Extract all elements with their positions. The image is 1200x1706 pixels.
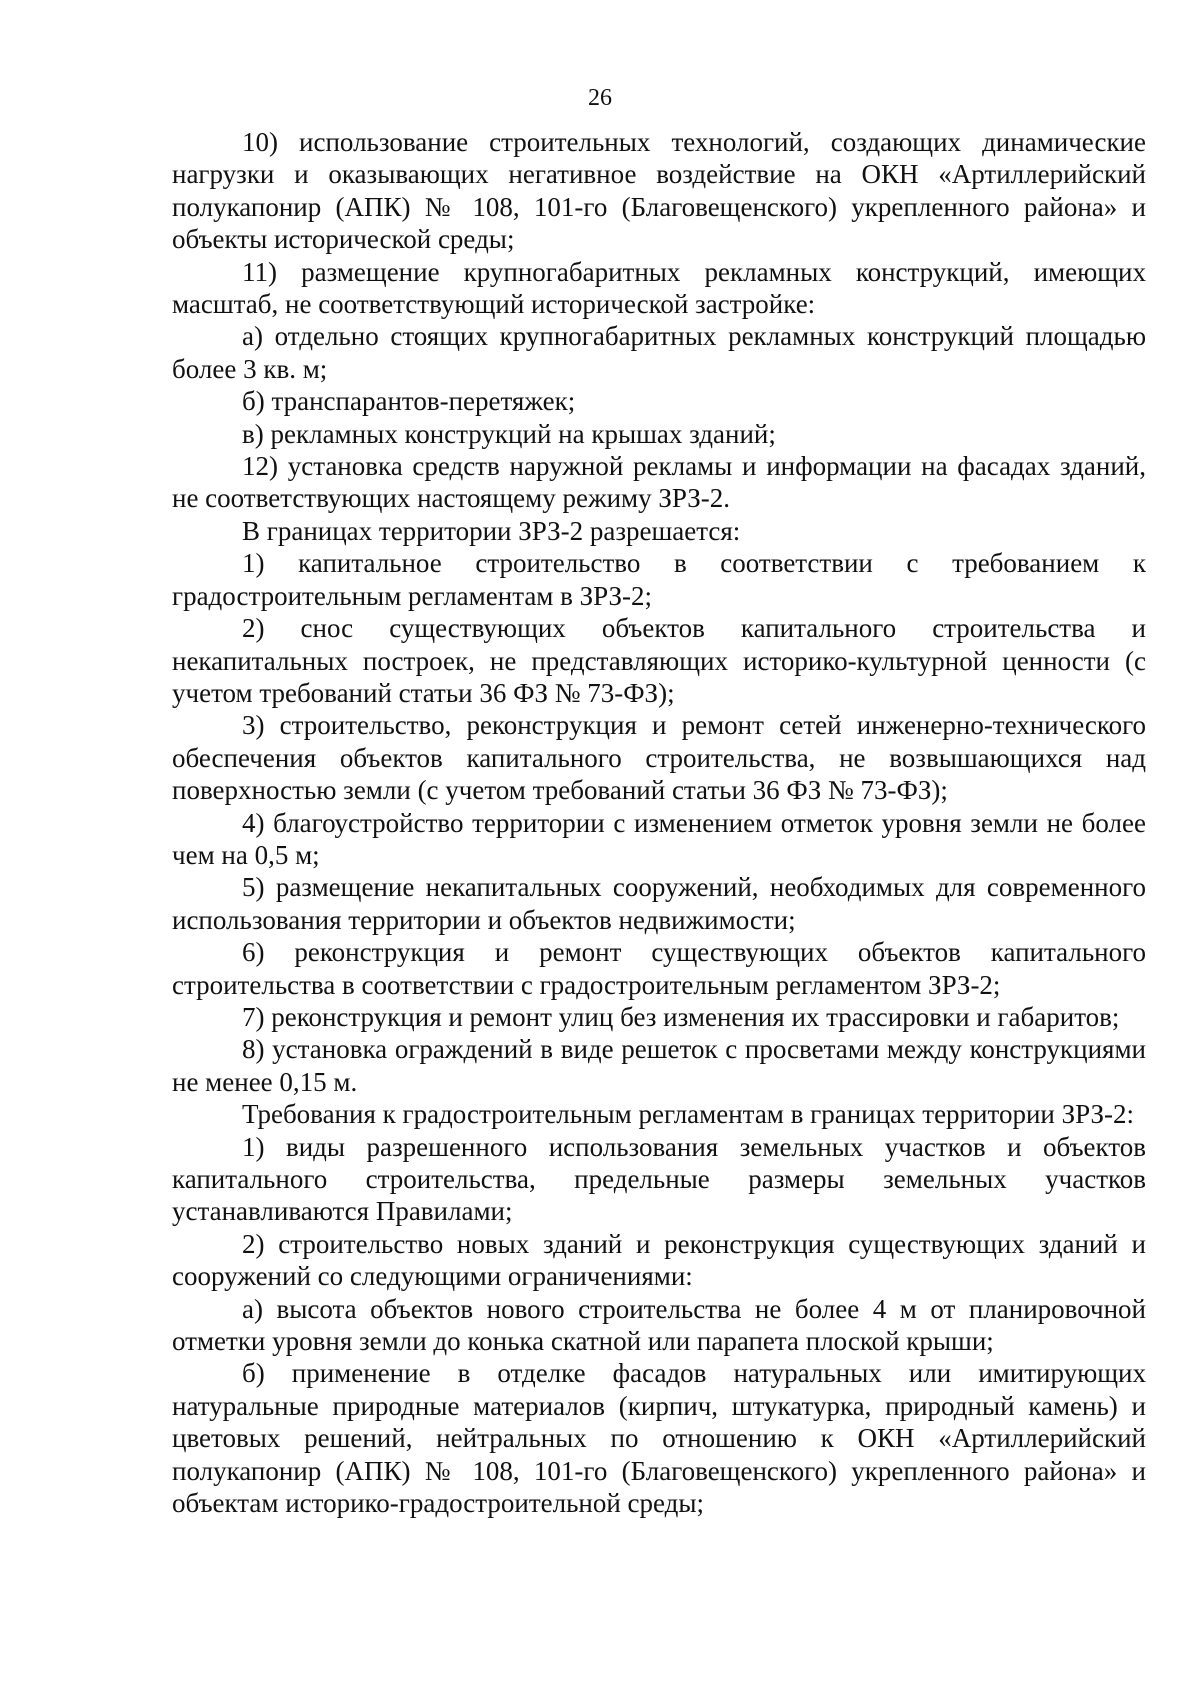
page-number: 26: [588, 85, 612, 111]
allowed-item-2: 2) снос существующих объектов капитального строительства и некапитальных построек, не представляющих историко-культурной ценности (с учетом требований статьи 36 ФЗ № 73-ФЗ);: [172, 613, 1146, 708]
allowed-item-3: 3) строительство, реконструкция и ремонт сетей инженерно-технического обеспечения объектов капитального строительства, не возвышающихся над поверхностью земли (с учетом требований статьи 36 ФЗ № 73-ФЗ);: [172, 710, 1146, 806]
requirement-subitem-a: а) высота объектов нового строительства не более 4 м от планировочной отметки уровня земли до конька скатной или парапета плоской крыши;: [172, 1293, 1146, 1357]
section-heading-requirements: Требования к градостроительным регламентам в границах территории ЗРЗ-2:: [242, 1099, 1134, 1130]
paragraph-item-10: 10) использование строительных технологий, создающих динамические нагрузки и оказывающих негативное воздействие на ОКН «Артиллерийский полукапонир (АПК) № 108, 101-го (Благовещенского) укрепленного района» и объекты исторической среды;: [172, 127, 1146, 255]
allowed-item-7: 7) реконструкция и ремонт улиц без изменения их трассировки и габаритов;: [242, 1001, 1120, 1032]
section-heading-allowed: В границах территории ЗРЗ-2 разрешается:: [242, 515, 741, 546]
paragraph-item-12: 12) установка средств наружной рекламы и информации на фасадах зданий, не соответствующих настоящему режиму ЗРЗ-2.: [172, 451, 1146, 514]
paragraph-item-11: 11) размещение крупногабаритных рекламных конструкций, имеющих масштаб, не соответствующий исторической застройке:: [172, 256, 1146, 320]
allowed-item-6: 6) реконструкция и ремонт существующих объектов капитального строительства в соответствии с градостроительным регламентом ЗРЗ-2;: [172, 937, 1146, 1000]
requirement-item-2: 2) строительство новых зданий и реконструкция существующих зданий и сооружений со следующими ограничениями:: [172, 1228, 1146, 1292]
paragraph-subitem-v: в) рекламных конструкций на крышах зданий;: [242, 418, 776, 449]
requirement-subitem-b: б) применение в отделке фасадов натуральных или имитирующих натуральные природные материалов (кирпич, штукатурка, природный камень) и цветовых решений, нейтральных по отношению к ОКН «Артиллерийский полукапонир (АПК) № 108, 101-го (Благовещенского) укрепленного района» и объектам историко-градостроительной среды;: [172, 1358, 1146, 1519]
document-body: [172, 126, 1146, 1519]
allowed-item-1: 1) капитальное строительство в соответствии с требованием к градостроительным регламентам в ЗРЗ-2;: [172, 548, 1146, 611]
paragraph-subitem-a: а) отдельно стоящих крупногабаритных рекламных конструкций площадью более 3 кв. м;: [172, 321, 1146, 384]
requirement-item-1: 1) виды разрешенного использования земельных участков и объектов капитального строительства, предельные размеры земельных участков устанавливаются Правилами;: [172, 1131, 1146, 1227]
paragraph-subitem-b: б) транспарантов-перетяжек;: [242, 386, 576, 417]
allowed-item-8: 8) установка ограждений в виде решеток с просветами между конструкциями не менее 0,15 м.: [172, 1034, 1146, 1097]
allowed-item-5: 5) размещение некапитальных сооружений, необходимых для современного использования территории и объектов недвижимости;: [172, 872, 1146, 935]
allowed-item-4: 4) благоустройство территории с изменением отметок уровня земли не более чем на 0,5 м;: [172, 807, 1146, 870]
